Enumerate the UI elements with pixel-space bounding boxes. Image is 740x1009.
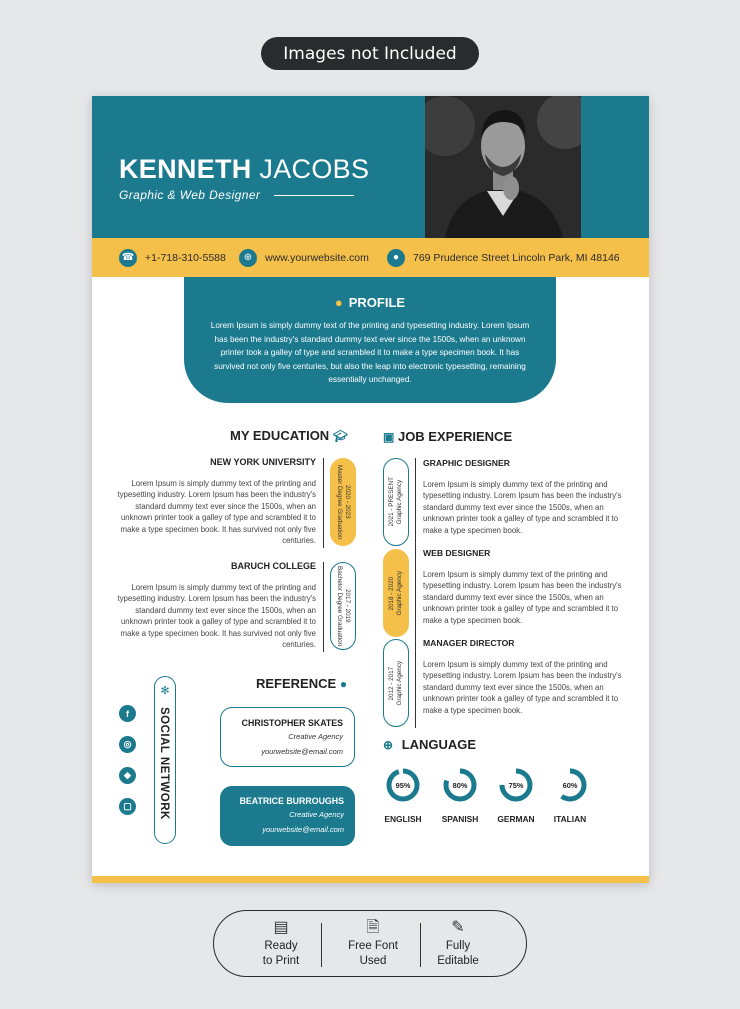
profile-text: Lorem Ipsum is simply dummy text of the printing and typesetting industry. Lorem Ipsum has been the industry's standard dummy text ever since the 1500s, when an unknown printer took a galley of type and scrambled it to make a type specimen book. It has survived not only five centuries, but also the leap into electronic typesetting, remaining essentially unchanged.	[210, 321, 530, 385]
contact-address	[387, 238, 620, 277]
images-not-included-badge: Images not Included	[261, 37, 479, 70]
language-heading	[383, 737, 476, 752]
language-name: ENGLISH	[384, 814, 422, 824]
experience-date-tag	[383, 549, 409, 637]
experience-item	[423, 548, 623, 626]
reference-name: CHRISTOPHER SKATES	[241, 718, 343, 728]
education-divider	[323, 562, 324, 652]
language-item	[545, 768, 595, 824]
resume-name	[119, 154, 369, 185]
education-title: MY EDUCATION	[230, 428, 330, 443]
snapchat-icon[interactable]: ▢	[119, 798, 136, 815]
reference-heading	[256, 676, 347, 691]
language-item	[435, 768, 485, 824]
profile-section	[184, 277, 556, 403]
feature-line2: Used	[359, 955, 387, 967]
education-date-text: 2020 - 2023 Master Degree Graduation	[336, 464, 351, 540]
contact-website[interactable]	[239, 238, 369, 277]
language-item	[378, 768, 428, 824]
language-name: ITALIAN	[553, 814, 587, 824]
globe-icon: ⊕	[239, 249, 257, 267]
experience-title: JOB EXPERIENCE	[397, 429, 513, 444]
education-school: BARUCH COLLEGE	[231, 561, 316, 571]
education-divider	[323, 458, 324, 548]
experience-role: GRAPHIC DESIGNER	[423, 458, 510, 468]
feature-line2: to Print	[262, 955, 300, 967]
instagram-icon[interactable]: ◎	[119, 736, 136, 753]
printer-icon: ▤	[273, 919, 289, 936]
resume-header	[92, 96, 649, 238]
users-icon: ●	[339, 677, 348, 691]
language-donut	[499, 768, 533, 802]
education-date-text: 2017 - 2019 Bachelor Degree Graduation	[336, 565, 351, 647]
last-name: JACOBS	[259, 154, 370, 184]
experience-divider	[415, 458, 416, 548]
briefcase-icon: ▣	[383, 430, 395, 444]
profile-heading	[184, 295, 556, 310]
education-text: Lorem Ipsum is simply dummy text of the printing and typesetting industry. Lorem Ipsum has been the industry's standard dummy text ever since the 1500s, when an unknown printer took a galley of type and scrambled it to make a type specimen book. It has survived not only five centuries.	[117, 583, 316, 650]
education-date-tag	[330, 562, 356, 650]
edit-icon: ✎	[451, 919, 465, 936]
experience-date-tag	[383, 639, 409, 727]
portrait-illustration	[425, 96, 581, 238]
twitter-icon[interactable]: ◆	[119, 767, 136, 784]
feature-line1: Fully	[445, 940, 471, 952]
facebook-icon[interactable]: f	[119, 705, 136, 722]
contact-phone[interactable]	[119, 238, 226, 277]
feature-bar	[213, 910, 527, 977]
experience-divider	[415, 638, 416, 728]
feature-line1: Free Font	[348, 940, 398, 952]
experience-item	[423, 638, 623, 716]
contact-bar	[92, 238, 649, 277]
feature-divider	[321, 923, 322, 967]
experience-role: WEB DESIGNER	[423, 548, 491, 558]
user-icon: ●	[334, 295, 343, 310]
feature-line1: Ready	[264, 940, 298, 952]
job-role: Graphic & Web Designer	[119, 188, 261, 202]
language-percent: 95%	[395, 780, 411, 790]
font-icon: 🗎︎	[366, 919, 380, 936]
website-text: www.yourwebsite.com	[265, 251, 369, 264]
language-donut	[386, 768, 420, 802]
profile-title: PROFILE	[348, 295, 406, 310]
education-date-tag	[330, 458, 356, 546]
phone-icon: ☎	[119, 249, 137, 267]
education-text: Lorem Ipsum is simply dummy text of the printing and typesetting industry. Lorem Ipsum has been the industry's standard dummy text ever since the 1500s, when an unknown printer took a galley of type and scrambled it to make a type specimen book. It has survived not only five centuries.	[117, 479, 316, 546]
experience-date-text: 2021 - PRESENT Graphic Agency	[388, 477, 403, 527]
reference-card	[220, 786, 355, 846]
experience-text: Lorem Ipsum is simply dummy text of the printing and typesetting industry. Lorem Ipsum has been the industry's standard dummy text ever since the 1500s, when an unknown printer took a galley of type and scrambled it to make a type specimen book.	[423, 660, 622, 715]
education-item	[112, 457, 316, 546]
address-text: 769 Prudence Street Lincoln Park, MI 48146	[413, 251, 620, 264]
graduation-cap-icon: 🎓︎	[332, 429, 349, 443]
experience-item	[423, 458, 623, 536]
reference-title: REFERENCE	[256, 676, 337, 691]
education-school: NEW YORK UNIVERSITY	[210, 457, 316, 467]
experience-text: Lorem Ipsum is simply dummy text of the printing and typesetting industry. Lorem Ipsum has been the industry's standard dummy text ever since the 1500s, when an unknown printer took a galley of type and scrambled it to make a type specimen book.	[423, 480, 622, 535]
education-item	[112, 561, 316, 650]
feature-fully-editable	[413, 919, 503, 969]
experience-date-tag	[383, 458, 409, 546]
share-icon: ✻	[160, 685, 170, 697]
language-item	[491, 768, 541, 824]
experience-role: MANAGER DIRECTOR	[423, 638, 515, 648]
footer-strip	[92, 876, 649, 883]
reference-email[interactable]: yourwebsite@email.com	[262, 825, 344, 834]
globe-icon: ⊕	[383, 738, 394, 752]
experience-heading	[383, 429, 512, 444]
experience-divider	[415, 548, 416, 638]
feature-line2: Editable	[437, 955, 479, 967]
language-title: LANGUAGE	[401, 737, 477, 752]
reference-email[interactable]: yourwebsite@email.com	[261, 747, 343, 756]
language-percent: 75%	[508, 780, 524, 790]
reference-company: Creative Agency	[289, 810, 344, 819]
feature-free-font	[328, 919, 418, 969]
language-percent: 80%	[452, 780, 468, 790]
role-underline	[274, 195, 354, 196]
resume-sheet	[92, 96, 649, 883]
social-network-title: SOCIAL NETWORK	[158, 707, 170, 820]
social-network-label	[154, 676, 176, 844]
experience-date-text: 2012 - 2017 Graphic Agency	[388, 660, 403, 706]
education-heading	[230, 428, 348, 443]
feature-ready-to-print	[236, 919, 326, 969]
experience-text: Lorem Ipsum is simply dummy text of the printing and typesetting industry. Lorem Ipsum has been the industry's standard dummy text ever since the 1500s, when an unknown printer took a galley of type and scrambled it to make a type specimen book.	[423, 570, 622, 625]
phone-text: +1-718-310-5588	[145, 251, 226, 264]
first-name: KENNETH	[119, 154, 252, 184]
reference-card	[220, 707, 355, 767]
language-percent: 60%	[562, 780, 578, 790]
reference-name: BEATRICE BURROUGHS	[239, 796, 344, 806]
reference-company: Creative Agency	[288, 732, 343, 741]
language-name: SPANISH	[441, 814, 479, 824]
profile-photo	[425, 96, 581, 238]
location-pin-icon: ●	[387, 249, 405, 267]
experience-date-text: 2018 - 2020 Graphic Agency	[388, 570, 403, 616]
language-donut	[553, 768, 587, 802]
language-donut	[443, 768, 477, 802]
language-name: GERMAN	[497, 814, 535, 824]
